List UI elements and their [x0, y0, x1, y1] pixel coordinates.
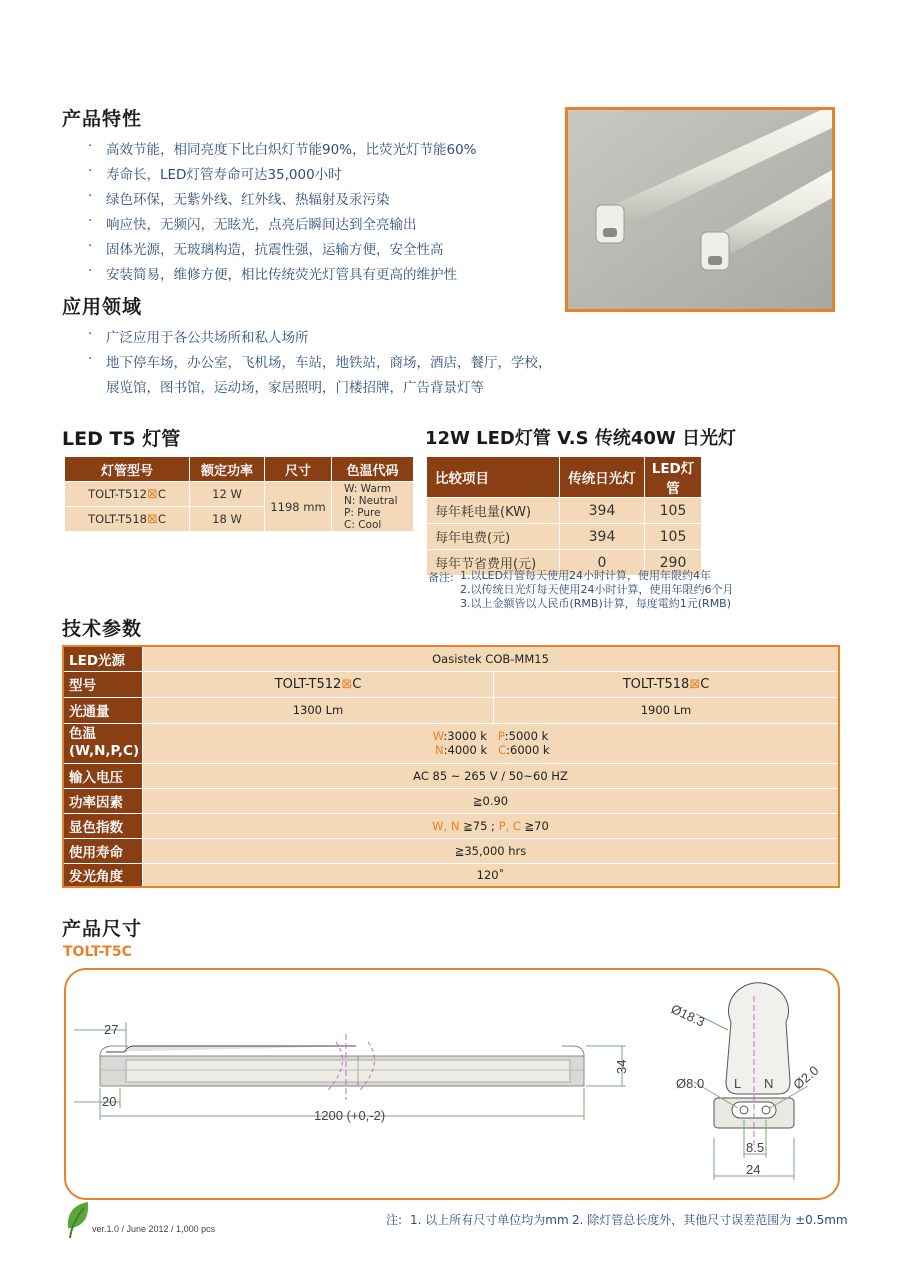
- model-cell: TOLT-T512⊠C: [65, 482, 190, 507]
- power-cell: 12 W: [190, 482, 265, 507]
- dimension-drawing: [66, 970, 838, 1198]
- t5-table: [64, 456, 414, 532]
- dim-d80-label: Ø8.0: [676, 1076, 705, 1091]
- dim-length-label: 1200 (+0,-2): [314, 1108, 386, 1123]
- table-row: 显色指数 W, N ≧75 ; P, C ≧70: [63, 813, 839, 838]
- dim-27-label: 27: [104, 1022, 119, 1037]
- compare-notes: 1.以LED灯管每天使用24小时计算，使用年限约4年 2.以传统日光灯每天使用24小时计算，使用年限约6个月 3.以上金额皆以人民币(RMB)计算，每度電約1元(RMB): [460, 569, 734, 610]
- table-row: [65, 482, 414, 507]
- led-tube-photo: [568, 110, 832, 309]
- compare-heading: 12W LED灯管 V.S 传统40W 日光灯: [425, 428, 736, 449]
- table-row: 功率因素 ≧0.90: [63, 788, 839, 813]
- list-item: · 高效节能，相同亮度下比白炽灯节能90%，比荧光灯节能60%: [88, 138, 477, 158]
- dim-d183-label: Ø18.3: [668, 1001, 708, 1030]
- dimension-drawing-panel: [64, 968, 840, 1200]
- column-header: LED灯管: [645, 457, 702, 498]
- column-header: 灯管型号: [65, 457, 190, 482]
- pin-l-label: L: [734, 1076, 742, 1091]
- placeholder-box-icon: ⊠: [147, 486, 158, 502]
- size-cell: 1198 mm: [265, 482, 332, 532]
- version-text: ver.1.0 / June 2012 / 1,000 pcs: [92, 1224, 216, 1234]
- table-row: LED光源 Oasistek COB-MM15: [63, 646, 839, 671]
- color-code-cell: W: Warm N: Neutral P: Pure C: Cool: [332, 482, 414, 532]
- list-item: 展览馆，图书馆，运动场，家居照明，门楼招牌，广告背景灯等: [106, 380, 484, 396]
- list-item: · 响应快，无频闪，无眩光，点亮后瞬间达到全亮输出: [88, 213, 417, 233]
- model-cell: TOLT-T518⊠C: [65, 507, 190, 532]
- column-header: 比较项目: [427, 457, 560, 498]
- table-row: 型号 TOLT-T512⊠C TOLT-T518⊠C: [63, 671, 839, 697]
- table-row: 使用寿命 ≧35,000 hrs: [63, 838, 839, 863]
- dim-24-label: 24: [746, 1162, 761, 1177]
- table-row: 每年耗电量(KW) 394 105: [427, 498, 702, 524]
- pin-n-label: N: [764, 1076, 774, 1091]
- column-header: 额定功率: [190, 457, 265, 482]
- applications-heading: 应用领域: [62, 296, 143, 318]
- tech-heading: 技术参数: [62, 618, 143, 640]
- features-heading: 产品特性: [62, 108, 143, 130]
- table-row: 每年电费(元) 394 105: [427, 524, 702, 550]
- dim-d20-label: Ø2.0: [790, 1062, 822, 1093]
- column-header: 色温代码: [332, 457, 414, 482]
- power-cell: 18 W: [190, 507, 265, 532]
- tech-table: [62, 645, 840, 888]
- list-item: · 寿命长，LED灯管寿命可达35,000小时: [88, 163, 342, 183]
- compare-table: [426, 456, 702, 576]
- placeholder-box-icon: ⊠: [341, 676, 353, 692]
- footer-note-2: 2. 除灯管总长度外，其他尺寸误差范围为 ±0.5mm: [572, 1213, 848, 1227]
- list-item: · 绿色环保，无紫外线、红外线、热辐射及汞污染: [88, 188, 390, 208]
- table-row: 每年节省费用(元) 0 290: [427, 550, 702, 576]
- dim-20-label: 20: [102, 1094, 117, 1109]
- table-row: 光通量 1300 Lm 1900 Lm: [63, 697, 839, 723]
- compare-notes-label: 备注:: [428, 571, 454, 584]
- dimensions-heading: 产品尺寸: [62, 918, 143, 940]
- model-label: TOLT-T5C: [63, 944, 132, 960]
- product-photo: [565, 107, 835, 312]
- footer-note-label: 注:: [386, 1213, 403, 1227]
- footer-note-1: 1. 以上所有尺寸单位均为mm: [410, 1213, 569, 1227]
- placeholder-box-icon: ⊠: [147, 511, 158, 527]
- leaf-logo: [64, 1200, 90, 1244]
- leaf-icon: [64, 1200, 90, 1240]
- dim-34-label: 34: [614, 1059, 629, 1074]
- list-item: · 固体光源，无玻璃构造，抗震性强，运输方便，安全性高: [88, 238, 444, 258]
- column-header: 传统日光灯: [560, 457, 645, 498]
- table-row: 色温 (W,N,P,C) W:3000 k P:5000 k N:4000 k C:6000 k: [63, 723, 839, 763]
- table-row: 发光角度 120˚: [63, 863, 839, 887]
- table-header-row: [65, 457, 414, 482]
- list-item: · 地下停车场，办公室，飞机场，车站，地铁站，商场，酒店，餐厅，学校，: [88, 351, 552, 371]
- table-header-row: [427, 457, 702, 498]
- table-row: 输入电压 AC 85 ~ 265 V / 50~60 HZ: [63, 763, 839, 788]
- t5-heading: LED T5 灯管: [62, 428, 181, 450]
- placeholder-box-icon: ⊠: [689, 676, 701, 692]
- column-header: 尺寸: [265, 457, 332, 482]
- list-item: · 广泛应用于各公共场所和私人场所: [88, 326, 309, 346]
- list-item: · 安装简易，维修方便，相比传统荧光灯管具有更高的维护性: [88, 263, 457, 283]
- dim-85-label: 8.5: [746, 1140, 765, 1155]
